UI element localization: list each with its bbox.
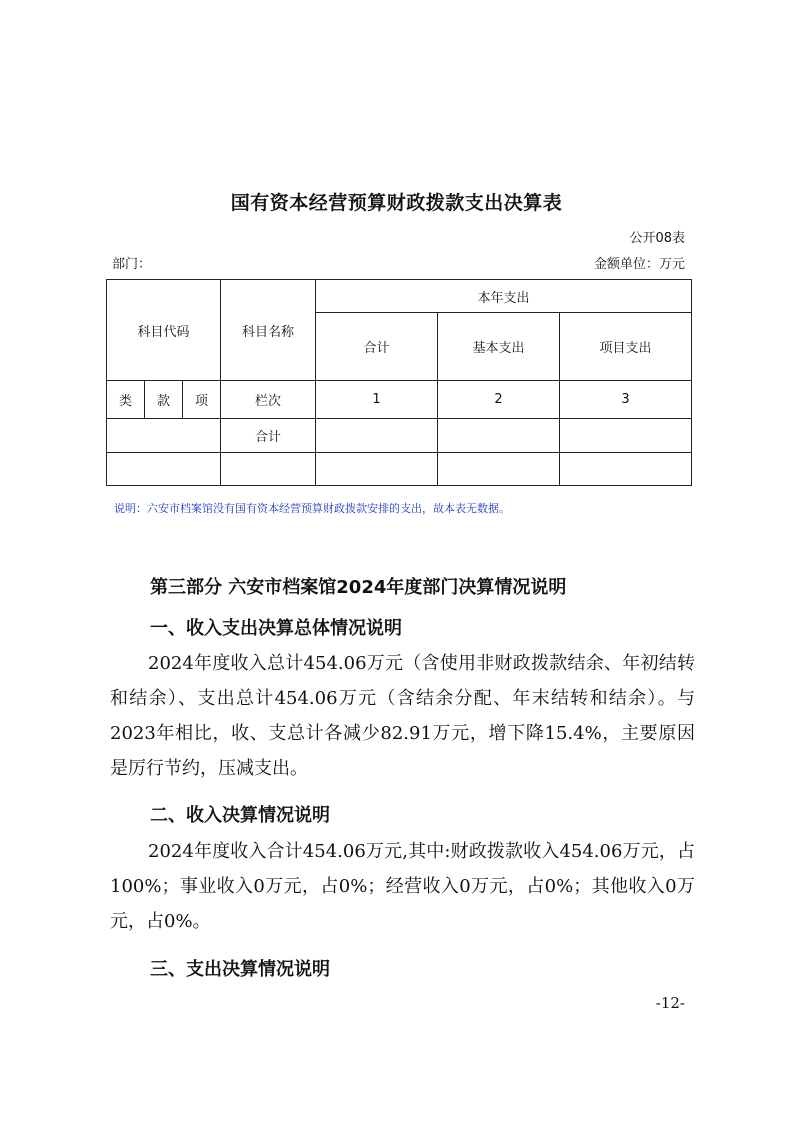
header-lanci: 栏次: [221, 381, 316, 419]
heading-2: 二、收入决算情况说明: [150, 805, 330, 826]
header-subject-name: 科目名称: [221, 280, 316, 381]
heading-1: 一、收入支出决算总体情况说明: [150, 618, 402, 639]
table-title: 国有资本经营预算财政拨款支出决算表: [230, 192, 563, 214]
header-current-year: 本年支出: [316, 280, 692, 313]
page-number: -12-: [655, 994, 685, 1012]
header-subject-code: 科目代码: [107, 280, 221, 381]
header-kuan: 款: [145, 381, 183, 419]
unit-label: 金额单位：万元: [593, 257, 685, 272]
header-xiang: 项: [183, 381, 221, 419]
form-number: 公开08表: [629, 231, 685, 246]
department-label: 部门：: [112, 257, 152, 272]
table-row: [107, 419, 692, 453]
header-project: 项目支出: [560, 313, 692, 381]
heading-3: 三、支出决算情况说明: [150, 959, 330, 980]
col-number-2: 2: [438, 381, 560, 419]
header-total: 合计: [316, 313, 438, 381]
header-lei: 类: [107, 381, 145, 419]
expenditure-table: [106, 279, 692, 486]
section-title: 第三部分 六安市档案馆2024年度部门决算情况说明: [150, 577, 567, 598]
paragraph-2: 2024年度收入合计454.06万元,其中:财政拨款收入454.06万元，占100%；事业收入0万元，占0%；经营收入0万元，占0%；其他收入0万元，占0%。: [110, 841, 695, 932]
table-note: 说明：六安市档案馆没有国有资本经营预算财政拨款安排的支出，故本表无数据。: [114, 502, 510, 515]
sum-row-label: 合计: [221, 419, 316, 453]
header-basic: 基本支出: [438, 313, 560, 381]
col-number-3: 3: [560, 381, 692, 419]
table-row: [107, 453, 692, 486]
col-number-1: 1: [316, 381, 438, 419]
paragraph-1: 2024年度收入总计454.06万元（含使用非财政拨款结余、年初结转和结余）、支出总计454.06万元（含结余分配、年末结转和结余）。与2023年相比，收、支总计各减少82.91万元，增下降15.4%，主要原因是厉行节约，压减支出。: [110, 653, 695, 779]
